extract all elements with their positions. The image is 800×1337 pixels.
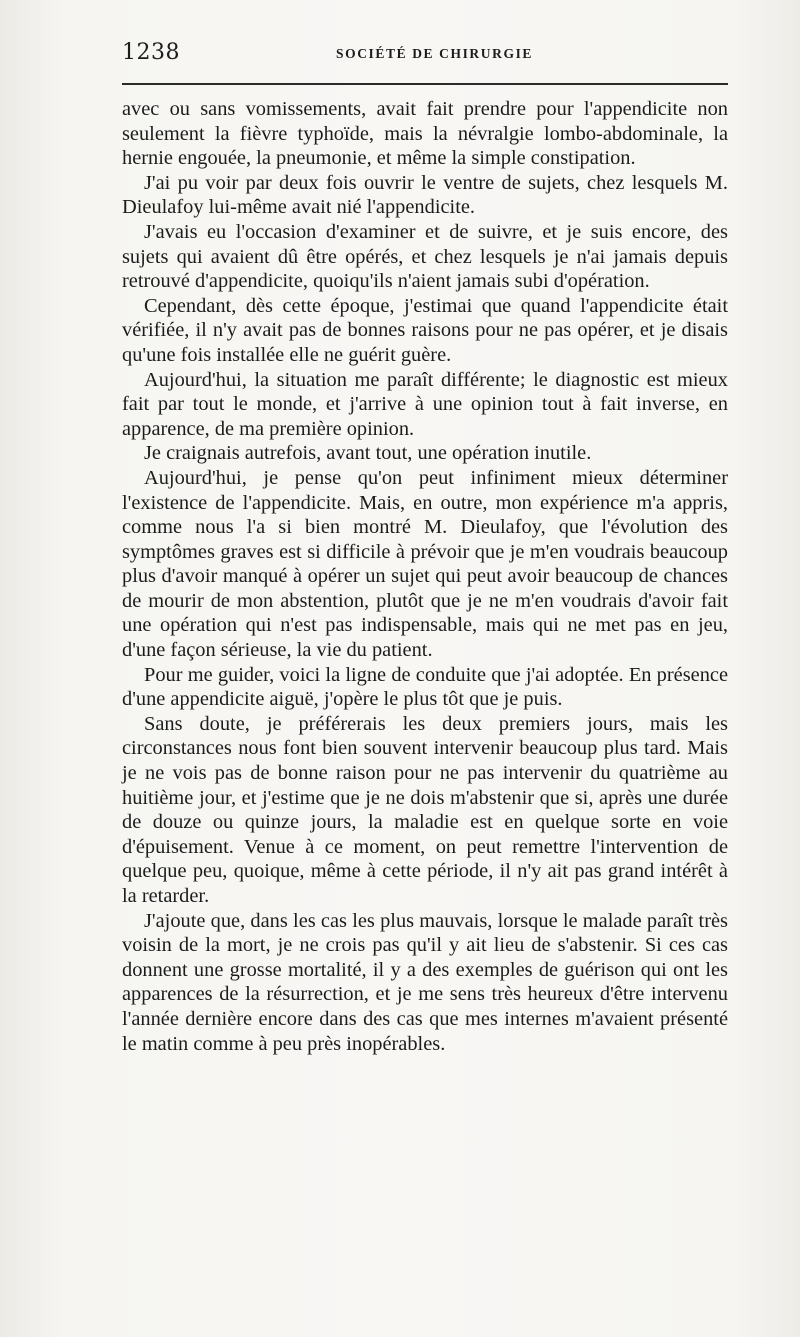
paragraph-1: avec ou sans vomissements, avait fait prendre pour l'appendicite non seulement la fièvre typhoïde, mais la névralgie lombo-abdominale, la hernie engouée, la pneumonie, et même la simple constipation. [122, 98, 728, 170]
paragraph-4: Cependant, dès cette époque, j'estimai que quand l'appendicite était vérifiée, il n'y avait pas de bonnes raisons pour ne pas opérer, et je disais qu'une fois installée elle ne guérit guère. [122, 294, 728, 366]
header-rule [122, 83, 728, 85]
paragraph-5: Aujourd'hui, la situation me paraît différente; le diagnostic est mieux fait par tout le monde, et j'arrive à une opinion tout à fait inverse, en apparence, de ma première opinion. [122, 368, 728, 440]
paragraph-9: Sans doute, je préférerais les deux premiers jours, mais les circonstances nous font bien souvent intervenir beaucoup plus tard. Mais je ne vois pas de bonne raison pour ne pas intervenir du quatrième au huitième jour, et j'estime que je ne dois m'abstenir que si, après une durée de douze ou quinze jours, la maladie est en quelque sorte en voie d'épuisement. Venue à ce moment, on peut remettre l'intervention de quelque peu, quoique, même à cette période, il n'y ait pas grand intérêt à la retarder. [122, 712, 728, 907]
body-text [122, 97, 728, 1056]
running-title: SOCIÉTÉ DE CHIRURGIE [336, 46, 534, 61]
paragraph-2: J'ai pu voir par deux fois ouvrir le ventre de sujets, chez lesquels M. Dieulafoy lui-même avait nié l'appendicite. [122, 171, 728, 219]
page-number: 1238 [122, 40, 180, 65]
paragraph-3: J'avais eu l'occasion d'examiner et de suivre, et je suis encore, des sujets qui avaient dû être opérés, et chez lesquels je n'ai jamais depuis retrouvé d'appendicite, quoiqu'ils n'aient jamais subi d'opération. [122, 220, 728, 293]
running-head [122, 40, 728, 72]
paragraph-10: J'ajoute que, dans les cas les plus mauvais, lorsque le malade paraît très voisin de la mort, je ne crois pas qu'il y ait lieu de s'abstenir. Si ces cas donnent une grosse mortalité, il y a des exemples de guérison qui ont les apparences de la résurrection, et je me sens très heureux d'être intervenu l'année dernière encore dans des cas que mes internes m'avaient présenté le matin comme à peu près inopérables. [122, 909, 728, 1055]
paragraph-8: Pour me guider, voici la ligne de conduite que j'ai adoptée. En présence d'une appendicite aiguë, j'opère le plus tôt que je puis. [122, 663, 728, 711]
paragraph-7: Aujourd'hui, je pense qu'on peut infiniment mieux déterminer l'existence de l'appendicite. Mais, en outre, mon expérience m'a appris, comme nous l'a si bien montré M. Dieulafoy, que l'évolution des symptômes graves est si difficile à prévoir que je m'en voudrais beaucoup plus d'avoir manqué à opérer un sujet qui peut avoir beaucoup de chances de mourir de mon abstention, plutôt que je ne m'en voudrais d'avoir fait une opération qui n'est pas indispensable, mais qui ne met pas en jeu, d'une façon sérieuse, la vie du patient. [122, 466, 728, 662]
paragraph-6: Je craignais autrefois, avant tout, une opération inutile. [144, 442, 592, 465]
